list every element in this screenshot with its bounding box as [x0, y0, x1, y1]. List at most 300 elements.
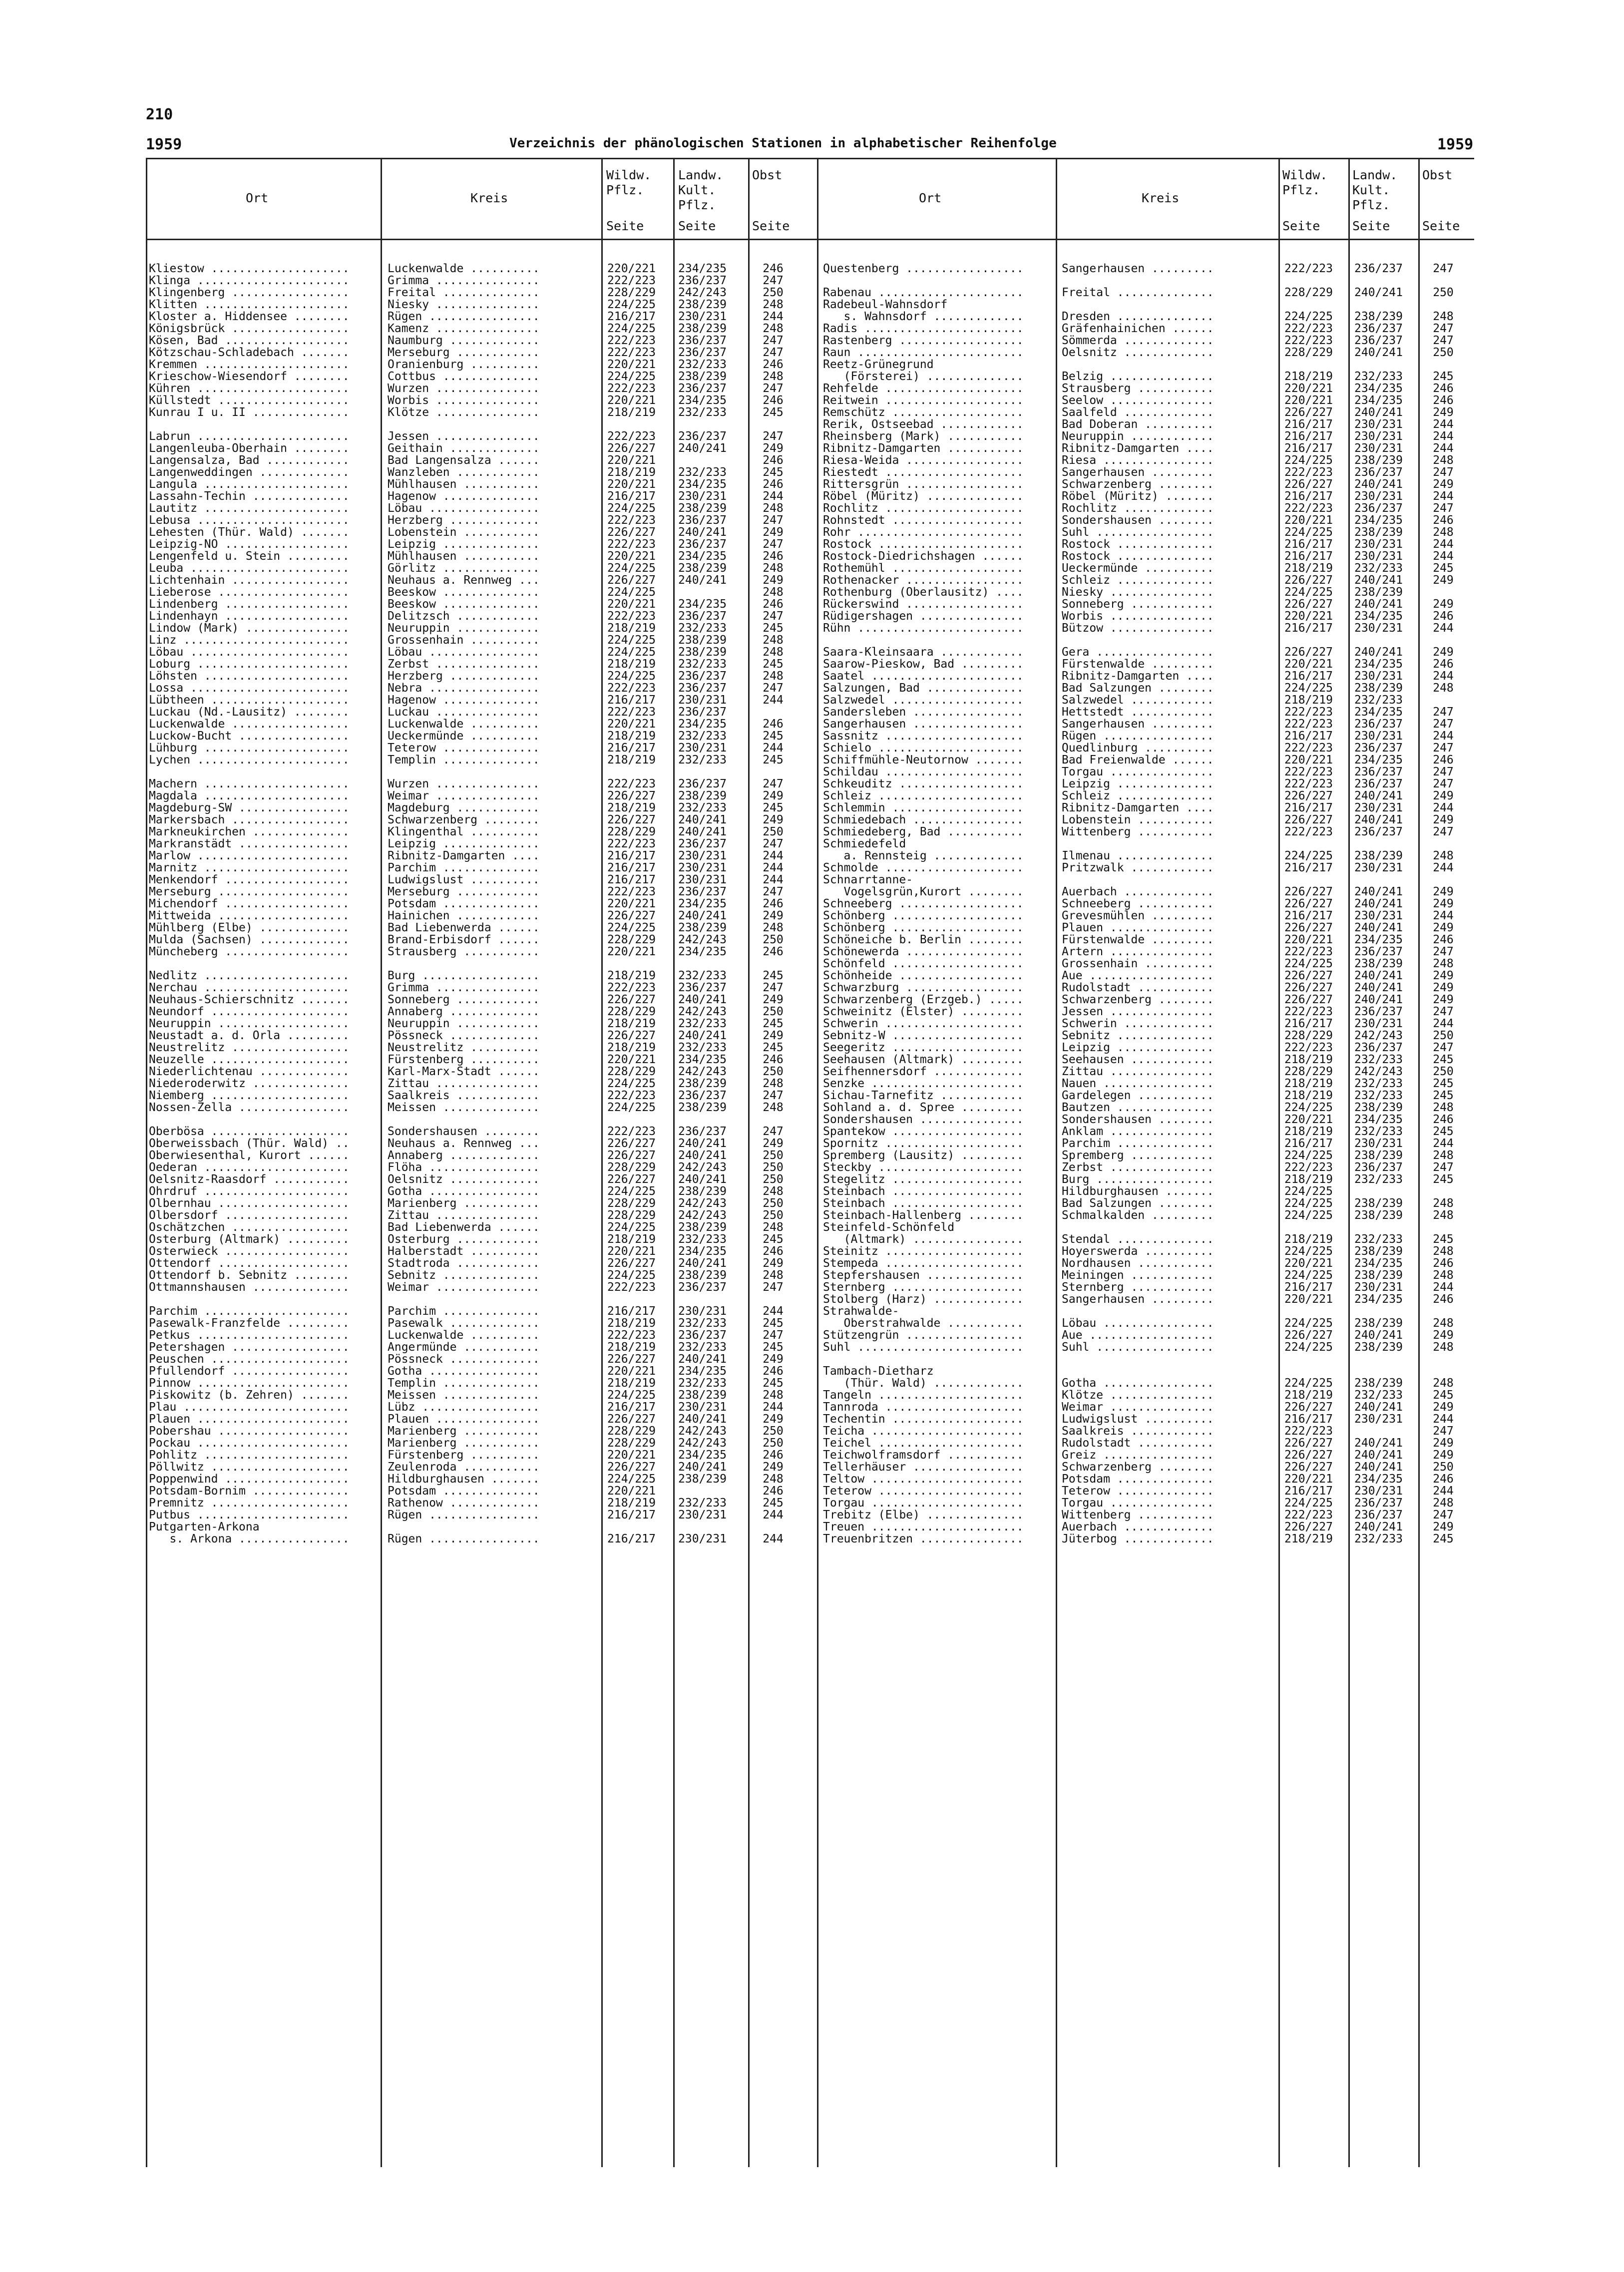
kreis-name: Sternberg ............: [1062, 1281, 1214, 1293]
kreis-name: Löbau ................: [388, 646, 540, 658]
wildpflanzen-seite: 224/225: [607, 502, 656, 514]
header-wildw: Wildw. Pflz.: [606, 168, 652, 197]
station-name: Neundorf ....................: [149, 1006, 350, 1018]
obst-seite: 244: [1433, 538, 1454, 550]
station-name: Oberbösa ....................: [149, 1126, 350, 1137]
kreis-name: Artern ...............: [1062, 946, 1214, 958]
station-name: Tellerhäuser ................: [823, 1461, 1024, 1473]
landw-kultur-seite: 234/235: [1354, 1114, 1403, 1126]
station-name: Schmiedebach ................: [823, 814, 1024, 826]
kreis-name: Potsdam ..............: [1062, 1473, 1214, 1485]
wildpflanzen-seite: 222/223: [1284, 1006, 1333, 1018]
obst-seite: 245: [1433, 371, 1454, 382]
kreis-name: Rochlitz .............: [1062, 502, 1214, 514]
kreis-name: Worbis ...............: [388, 394, 540, 406]
landw-kultur-seite: 232/233: [1354, 1233, 1403, 1245]
kreis-name: Sömmerda .............: [1062, 335, 1214, 347]
wildpflanzen-seite: 228/229: [1284, 1030, 1333, 1042]
kreis-name: Weimar ...............: [388, 790, 540, 802]
obst-seite: 247: [763, 1126, 784, 1137]
landw-kultur-seite: 236/237: [678, 682, 727, 694]
obst-seite: 246: [763, 550, 784, 562]
landw-kultur-seite: 232/233: [1354, 694, 1403, 706]
station-name: Trebitz (Elbe) ..............: [823, 1509, 1024, 1521]
kreis-name: Aue ..................: [1062, 970, 1214, 982]
landw-kultur-seite: 238/239: [1354, 1149, 1403, 1161]
landw-kultur-seite: 230/231: [678, 1509, 727, 1521]
wildpflanzen-seite: 216/217: [1284, 1137, 1333, 1149]
kreis-name: Rostock ..............: [1062, 550, 1214, 562]
wildpflanzen-seite: 220/221: [607, 454, 656, 466]
obst-seite: 245: [763, 1341, 784, 1353]
obst-seite: 248: [763, 1078, 784, 1090]
station-name: Lübtheen ....................: [149, 694, 350, 706]
obst-seite: 247: [763, 335, 784, 347]
wildpflanzen-seite: 222/223: [1284, 466, 1333, 478]
kreis-name: Anklam ...............: [1062, 1126, 1214, 1137]
landw-kultur-seite: 230/231: [1354, 550, 1403, 562]
wildpflanzen-seite: 220/221: [607, 1245, 656, 1257]
wildpflanzen-seite: 226/227: [1284, 922, 1333, 934]
obst-seite: 249: [1433, 598, 1454, 610]
station-name: Markranstädt ................: [149, 838, 350, 850]
landw-kultur-seite: 242/243: [678, 1425, 727, 1437]
wildpflanzen-seite: 218/219: [607, 1018, 656, 1030]
station-name: Reitwein ....................: [823, 394, 1024, 406]
kreis-name: Zerbst ...............: [1062, 1161, 1214, 1173]
wildpflanzen-seite: 224/225: [1284, 1197, 1333, 1209]
kreis-name: Görlitz ..............: [388, 562, 540, 574]
wildpflanzen-seite: 216/217: [607, 1401, 656, 1413]
station-name: Merseburg ...................: [149, 886, 350, 898]
station-name: Schönewerda .................: [823, 946, 1024, 958]
kreis-name: Parchim ..............: [1062, 1137, 1214, 1149]
wildpflanzen-seite: 218/219: [1284, 1389, 1333, 1401]
obst-seite: 248: [763, 1473, 784, 1485]
station-name: Schkeuditz ..................: [823, 778, 1024, 790]
station-name: Teterow .....................: [823, 1485, 1024, 1497]
landw-kultur-seite: 240/241: [1354, 598, 1403, 610]
obst-seite: 244: [1433, 1281, 1454, 1293]
wildpflanzen-seite: 226/227: [1284, 598, 1333, 610]
wildpflanzen-seite: 222/223: [1284, 826, 1333, 838]
station-name: Magdala .....................: [149, 790, 350, 802]
landw-kultur-seite: 232/233: [678, 1497, 727, 1509]
wildpflanzen-seite: 216/217: [607, 490, 656, 502]
landw-kultur-seite: 236/237: [678, 538, 727, 550]
wildpflanzen-seite: 218/219: [607, 970, 656, 982]
header-kreis-right: Kreis: [1142, 191, 1180, 205]
obst-seite: 245: [763, 730, 784, 742]
wildpflanzen-seite: 216/217: [1284, 1485, 1333, 1497]
kreis-name: Löbau ................: [388, 502, 540, 514]
wildpflanzen-seite: 220/221: [1284, 934, 1333, 946]
kreis-name: Beeskow ..............: [388, 586, 540, 598]
station-name: Langula .....................: [149, 478, 350, 490]
kreis-name: Suhl .................: [1062, 1341, 1214, 1353]
wildpflanzen-seite: 216/217: [607, 862, 656, 874]
landw-kultur-seite: 240/241: [1354, 1329, 1403, 1341]
landw-kultur-seite: 238/239: [1354, 850, 1403, 862]
wildpflanzen-seite: 224/225: [607, 1389, 656, 1401]
kreis-name: Klötze ...............: [388, 406, 540, 418]
kreis-name: Freital ..............: [1062, 287, 1214, 299]
kreis-name: Hildburghausen .......: [388, 1473, 540, 1485]
wildpflanzen-seite: 218/219: [607, 802, 656, 814]
obst-seite: 248: [763, 502, 784, 514]
wildpflanzen-seite: 220/221: [1284, 1473, 1333, 1485]
kreis-name: Oranienburg ..........: [388, 359, 540, 371]
wildpflanzen-seite: 226/227: [1284, 1437, 1333, 1449]
kreis-name: Teterow ..............: [388, 742, 540, 754]
station-name: Spremberg (Lausitz) .........: [823, 1149, 1024, 1161]
station-name: Langenleuba-Oberhain ........: [149, 442, 350, 454]
wildpflanzen-seite: 224/225: [1284, 1209, 1333, 1221]
kreis-name: Wurzen ...............: [388, 382, 540, 394]
landw-kultur-seite: 236/237: [1354, 1509, 1403, 1521]
obst-seite: 244: [1433, 430, 1454, 442]
kreis-name: Rügen ................: [388, 1509, 540, 1521]
obst-seite: 244: [1433, 1413, 1454, 1425]
station-name: Markersbach .................: [149, 814, 350, 826]
obst-seite: 244: [1433, 802, 1454, 814]
wildpflanzen-seite: 222/223: [1284, 742, 1333, 754]
kreis-name: Plauen ...............: [388, 1413, 540, 1425]
kreis-name: Torgau ...............: [1062, 766, 1214, 778]
wildpflanzen-seite: 222/223: [1284, 1425, 1333, 1437]
wildpflanzen-seite: 222/223: [607, 610, 656, 622]
landw-kultur-seite: 230/231: [678, 862, 727, 874]
landw-kultur-seite: 238/239: [1354, 1102, 1403, 1114]
landw-kultur-seite: 236/237: [678, 838, 727, 850]
wildpflanzen-seite: 216/217: [607, 850, 656, 862]
kreis-name: Luckenwalde ..........: [388, 263, 540, 275]
station-name: Schönberg ...................: [823, 910, 1024, 922]
header-landw: Landw. Kult. Pflz.: [678, 168, 724, 212]
obst-seite: 247: [1433, 502, 1454, 514]
landw-kultur-seite: 238/239: [678, 1389, 727, 1401]
obst-seite: 249: [763, 814, 784, 826]
wildpflanzen-seite: 216/217: [607, 742, 656, 754]
landw-kultur-seite: 242/243: [1354, 1066, 1403, 1078]
station-name: Röbel (Müritz) ..............: [823, 490, 1024, 502]
wildpflanzen-seite: 218/219: [1284, 1173, 1333, 1185]
wildpflanzen-seite: 218/219: [1284, 1533, 1333, 1545]
wildpflanzen-seite: 224/225: [1284, 1269, 1333, 1281]
kreis-name: Lobenstein ...........: [388, 526, 540, 538]
station-name: Luckow-Bucht ................: [149, 730, 350, 742]
obst-seite: 244: [763, 490, 784, 502]
wildpflanzen-seite: 224/225: [607, 646, 656, 658]
landw-kultur-seite: 230/231: [1354, 1485, 1403, 1497]
obst-seite: 245: [763, 1233, 784, 1245]
header-ort-right: Ort: [919, 191, 942, 205]
obst-seite: 250: [763, 826, 784, 838]
kreis-name: Kamenz ...............: [388, 323, 540, 335]
obst-seite: 250: [763, 1066, 784, 1078]
obst-seite: 245: [1433, 1533, 1454, 1545]
landw-kultur-seite: 232/233: [1354, 1126, 1403, 1137]
wildpflanzen-seite: 226/227: [607, 1461, 656, 1473]
landw-kultur-seite: 242/243: [678, 287, 727, 299]
landw-kultur-seite: 240/241: [678, 1461, 727, 1473]
station-name: Schiffmühle-Neutornow .......: [823, 754, 1024, 766]
obst-seite: 247: [763, 682, 784, 694]
landw-kultur-seite: 238/239: [678, 1221, 727, 1233]
landw-kultur-seite: 234/235: [678, 1245, 727, 1257]
obst-seite: 246: [763, 1054, 784, 1066]
station-name: Leipzig-NO ..................: [149, 538, 350, 550]
landw-kultur-seite: 240/241: [1354, 406, 1403, 418]
kreis-name: Annaberg .............: [388, 1149, 540, 1161]
obst-seite: 247: [1433, 718, 1454, 730]
obst-seite: 244: [1433, 1018, 1454, 1030]
kreis-name: Delitzsch ............: [388, 610, 540, 622]
wildpflanzen-seite: 220/221: [607, 1365, 656, 1377]
landw-kultur-seite: 240/241: [1354, 1401, 1403, 1413]
station-name: Seehausen (Altmark) .........: [823, 1054, 1024, 1066]
landw-kultur-seite: 238/239: [678, 323, 727, 335]
station-name: Seegeritz ...................: [823, 1042, 1024, 1054]
obst-seite: 247: [1433, 335, 1454, 347]
wildpflanzen-seite: 224/225: [607, 922, 656, 934]
wildpflanzen-seite: 226/227: [1284, 574, 1333, 586]
station-name: Markneukirchen ..............: [149, 826, 350, 838]
kreis-name: Ludwigslust ..........: [388, 874, 540, 886]
obst-seite: 249: [763, 1413, 784, 1425]
landw-kultur-seite: 232/233: [1354, 1090, 1403, 1102]
kreis-name: Bad Freienwalde ......: [1062, 754, 1214, 766]
landw-kultur-seite: 236/237: [678, 335, 727, 347]
landw-kultur-seite: 238/239: [678, 1102, 727, 1114]
header-seite: Seite: [1352, 219, 1390, 233]
landw-kultur-seite: 238/239: [1354, 1269, 1403, 1281]
wildpflanzen-seite: 226/227: [607, 1137, 656, 1149]
station-name: Plauen ......................: [149, 1413, 350, 1425]
kreis-name: Bautzen ..............: [1062, 1102, 1214, 1114]
station-name: Poppenwind ..................: [149, 1473, 350, 1485]
obst-seite: 244: [1433, 730, 1454, 742]
landw-kultur-seite: 230/231: [1354, 490, 1403, 502]
kreis-name: Gardelegen ...........: [1062, 1090, 1214, 1102]
landw-kultur-seite: 234/235: [678, 478, 727, 490]
station-name: Teichel .....................: [823, 1437, 1024, 1449]
kreis-name: Geithain .............: [388, 442, 540, 454]
obst-seite: 249: [1433, 1449, 1454, 1461]
station-name: Lichtenhain .................: [149, 574, 350, 586]
obst-seite: 246: [763, 263, 784, 275]
obst-seite: 248: [763, 670, 784, 682]
obst-seite: 245: [1433, 1173, 1454, 1185]
wildpflanzen-seite: 224/225: [607, 1078, 656, 1090]
landw-kultur-seite: 236/237: [678, 347, 727, 359]
wildpflanzen-seite: 218/219: [607, 406, 656, 418]
landw-kultur-seite: 240/241: [1354, 1437, 1403, 1449]
station-name: Spornitz ....................: [823, 1137, 1024, 1149]
landw-kultur-seite: 232/233: [1354, 1078, 1403, 1090]
obst-seite: 249: [763, 442, 784, 454]
kreis-name: Gräfenhainichen ......: [1062, 323, 1214, 335]
station-name: Petershagen .................: [149, 1341, 350, 1353]
obst-seite: 250: [763, 1197, 784, 1209]
wildpflanzen-seite: 220/221: [1284, 514, 1333, 526]
kreis-name: Pössneck .............: [388, 1353, 540, 1365]
landw-kultur-seite: 238/239: [678, 634, 727, 646]
station-name: Steinbach-Hallenberg ........: [823, 1209, 1024, 1221]
obst-seite: 245: [763, 754, 784, 766]
station-name: Labrun ......................: [149, 430, 350, 442]
landw-kultur-seite: 236/237: [1354, 718, 1403, 730]
wildpflanzen-seite: 228/229: [607, 1161, 656, 1173]
obst-seite: 248: [1433, 850, 1454, 862]
wildpflanzen-seite: 220/221: [607, 598, 656, 610]
obst-seite: 244: [763, 311, 784, 323]
station-name: Magdeburg-SW ................: [149, 802, 350, 814]
landw-kultur-seite: 236/237: [1354, 826, 1403, 838]
obst-seite: 249: [1433, 922, 1454, 934]
station-name: Steinbach ...................: [823, 1197, 1024, 1209]
obst-seite: 245: [763, 1018, 784, 1030]
wildpflanzen-seite: 216/217: [1284, 490, 1333, 502]
kreis-name: Sondershausen ........: [388, 1126, 540, 1137]
station-name: Saatel ......................: [823, 670, 1024, 682]
obst-seite: 247: [763, 838, 784, 850]
station-name: Rastenberg ..................: [823, 335, 1024, 347]
obst-seite: 248: [1433, 311, 1454, 323]
wildpflanzen-seite: 226/227: [607, 994, 656, 1006]
header-seite: Seite: [1422, 219, 1460, 233]
kreis-name: Zittau ...............: [388, 1209, 540, 1221]
header-seite: Seite: [752, 219, 790, 233]
kreis-name: Wurzen ...............: [388, 778, 540, 790]
wildpflanzen-seite: 218/219: [1284, 1054, 1333, 1066]
kreis-name: Marienberg ...........: [388, 1425, 540, 1437]
landw-kultur-seite: 232/233: [1354, 371, 1403, 382]
wildpflanzen-seite: 218/219: [607, 1042, 656, 1054]
landw-kultur-seite: 238/239: [1354, 454, 1403, 466]
kreis-name: Leipzig ..............: [388, 538, 540, 550]
obst-seite: 244: [763, 1509, 784, 1521]
obst-seite: 249: [1433, 886, 1454, 898]
obst-seite: 246: [763, 394, 784, 406]
station-name: Kunrau I u. II ..............: [149, 406, 350, 418]
obst-seite: 249: [1433, 790, 1454, 802]
kreis-name: Spremberg ............: [1062, 1149, 1214, 1161]
landw-kultur-seite: 234/235: [1354, 754, 1403, 766]
obst-seite: 248: [763, 634, 784, 646]
station-name: Oberwiesenthal, Kurort ......: [149, 1149, 350, 1161]
kreis-name: Belzig ...............: [1062, 371, 1214, 382]
station-name: Lebusa ......................: [149, 514, 350, 526]
obst-seite: 244: [763, 862, 784, 874]
kreis-name: Schleiz ..............: [1062, 790, 1214, 802]
obst-seite: 249: [1433, 1521, 1454, 1533]
wildpflanzen-seite: 226/227: [607, 1257, 656, 1269]
kreis-name: Schwarzenberg ........: [1062, 994, 1214, 1006]
station-name: Steckby .....................: [823, 1161, 1024, 1173]
wildpflanzen-seite: 220/221: [607, 550, 656, 562]
landw-kultur-seite: 242/243: [678, 1197, 727, 1209]
kreis-name: Ueckermünde ..........: [1062, 562, 1214, 574]
obst-seite: 246: [763, 898, 784, 910]
kreis-name: Sondershausen ........: [1062, 1114, 1214, 1126]
obst-seite: 248: [763, 371, 784, 382]
kreis-name: Bützow ...............: [1062, 622, 1214, 634]
wildpflanzen-seite: 228/229: [1284, 1066, 1333, 1078]
obst-seite: 249: [1433, 1329, 1454, 1341]
station-name: Salzungen, Bad ..............: [823, 682, 1024, 694]
obst-seite: 249: [1433, 1437, 1454, 1449]
obst-seite: 248: [1433, 958, 1454, 970]
landw-kultur-seite: 234/235: [678, 550, 727, 562]
obst-seite: 248: [1433, 1149, 1454, 1161]
wildpflanzen-seite: 224/225: [607, 1185, 656, 1197]
station-name: Rochlitz ....................: [823, 502, 1024, 514]
obst-seite: 248: [1433, 1102, 1454, 1114]
kreis-name: Hildburghausen .......: [1062, 1185, 1214, 1197]
wildpflanzen-seite: 224/225: [607, 634, 656, 646]
kreis-name: Burg .................: [388, 970, 540, 982]
kreis-name: Leipzig ..............: [1062, 1042, 1214, 1054]
kreis-name: Grossenhain ..........: [388, 634, 540, 646]
kreis-name: Potsdam ..............: [388, 898, 540, 910]
kreis-name: Angermünde ...........: [388, 1341, 540, 1353]
obst-seite: 246: [763, 359, 784, 371]
landw-kultur-seite: 236/237: [1354, 263, 1403, 275]
header-ort: Ort: [246, 191, 269, 205]
station-name: Sebnitz-W ...................: [823, 1030, 1024, 1042]
station-name: Michendorf ..................: [149, 898, 350, 910]
obst-seite: 245: [763, 802, 784, 814]
wildpflanzen-seite: 226/227: [1284, 646, 1333, 658]
wildpflanzen-seite: 220/221: [1284, 610, 1333, 622]
landw-kultur-seite: 236/237: [678, 514, 727, 526]
obst-seite: 249: [763, 1257, 784, 1269]
wildpflanzen-seite: 222/223: [607, 706, 656, 718]
kreis-name: Sebnitz ..............: [1062, 1030, 1214, 1042]
station-name: Rheinsberg (Mark) ...........: [823, 430, 1024, 442]
kreis-name: Zeulenroda ...........: [388, 1461, 540, 1473]
kreis-name: Schleiz ..............: [1062, 574, 1214, 586]
station-name: Questenberg .................: [823, 263, 1024, 275]
wildpflanzen-seite: 216/217: [607, 1509, 656, 1521]
station-name: Tangeln .....................: [823, 1389, 1024, 1401]
kreis-name: Ribnitz-Damgarten ....: [388, 850, 540, 862]
station-name: Spantekow ...................: [823, 1126, 1024, 1137]
landw-kultur-seite: 238/239: [1354, 1245, 1403, 1257]
station-name: Salzwedel ...................: [823, 694, 1024, 706]
kreis-name: Auerbach .............: [1062, 886, 1214, 898]
obst-seite: 250: [1433, 1030, 1454, 1042]
landw-kultur-seite: 238/239: [678, 1473, 727, 1485]
station-name: Oberstrahwalde ...........: [823, 1317, 1024, 1329]
obst-seite: 246: [1433, 382, 1454, 394]
station-name: Schildau ....................: [823, 766, 1024, 778]
landw-kultur-seite: 238/239: [678, 562, 727, 574]
station-name: Potsdam-Bornim ..............: [149, 1485, 350, 1497]
station-name: Klinga ......................: [149, 275, 350, 287]
station-name: Niederlichtenau .............: [149, 1066, 350, 1078]
landw-kultur-seite: 232/233: [678, 406, 727, 418]
station-name: Steinitz ....................: [823, 1245, 1024, 1257]
kreis-name: Nauen ................: [1062, 1078, 1214, 1090]
obst-seite: 246: [1433, 394, 1454, 406]
landw-kultur-seite: 234/235: [1354, 1257, 1403, 1269]
kreis-name: Flöha ................: [388, 1161, 540, 1173]
wildpflanzen-seite: 218/219: [1284, 371, 1333, 382]
obst-seite: 250: [763, 1209, 784, 1221]
obst-seite: 246: [1433, 934, 1454, 946]
